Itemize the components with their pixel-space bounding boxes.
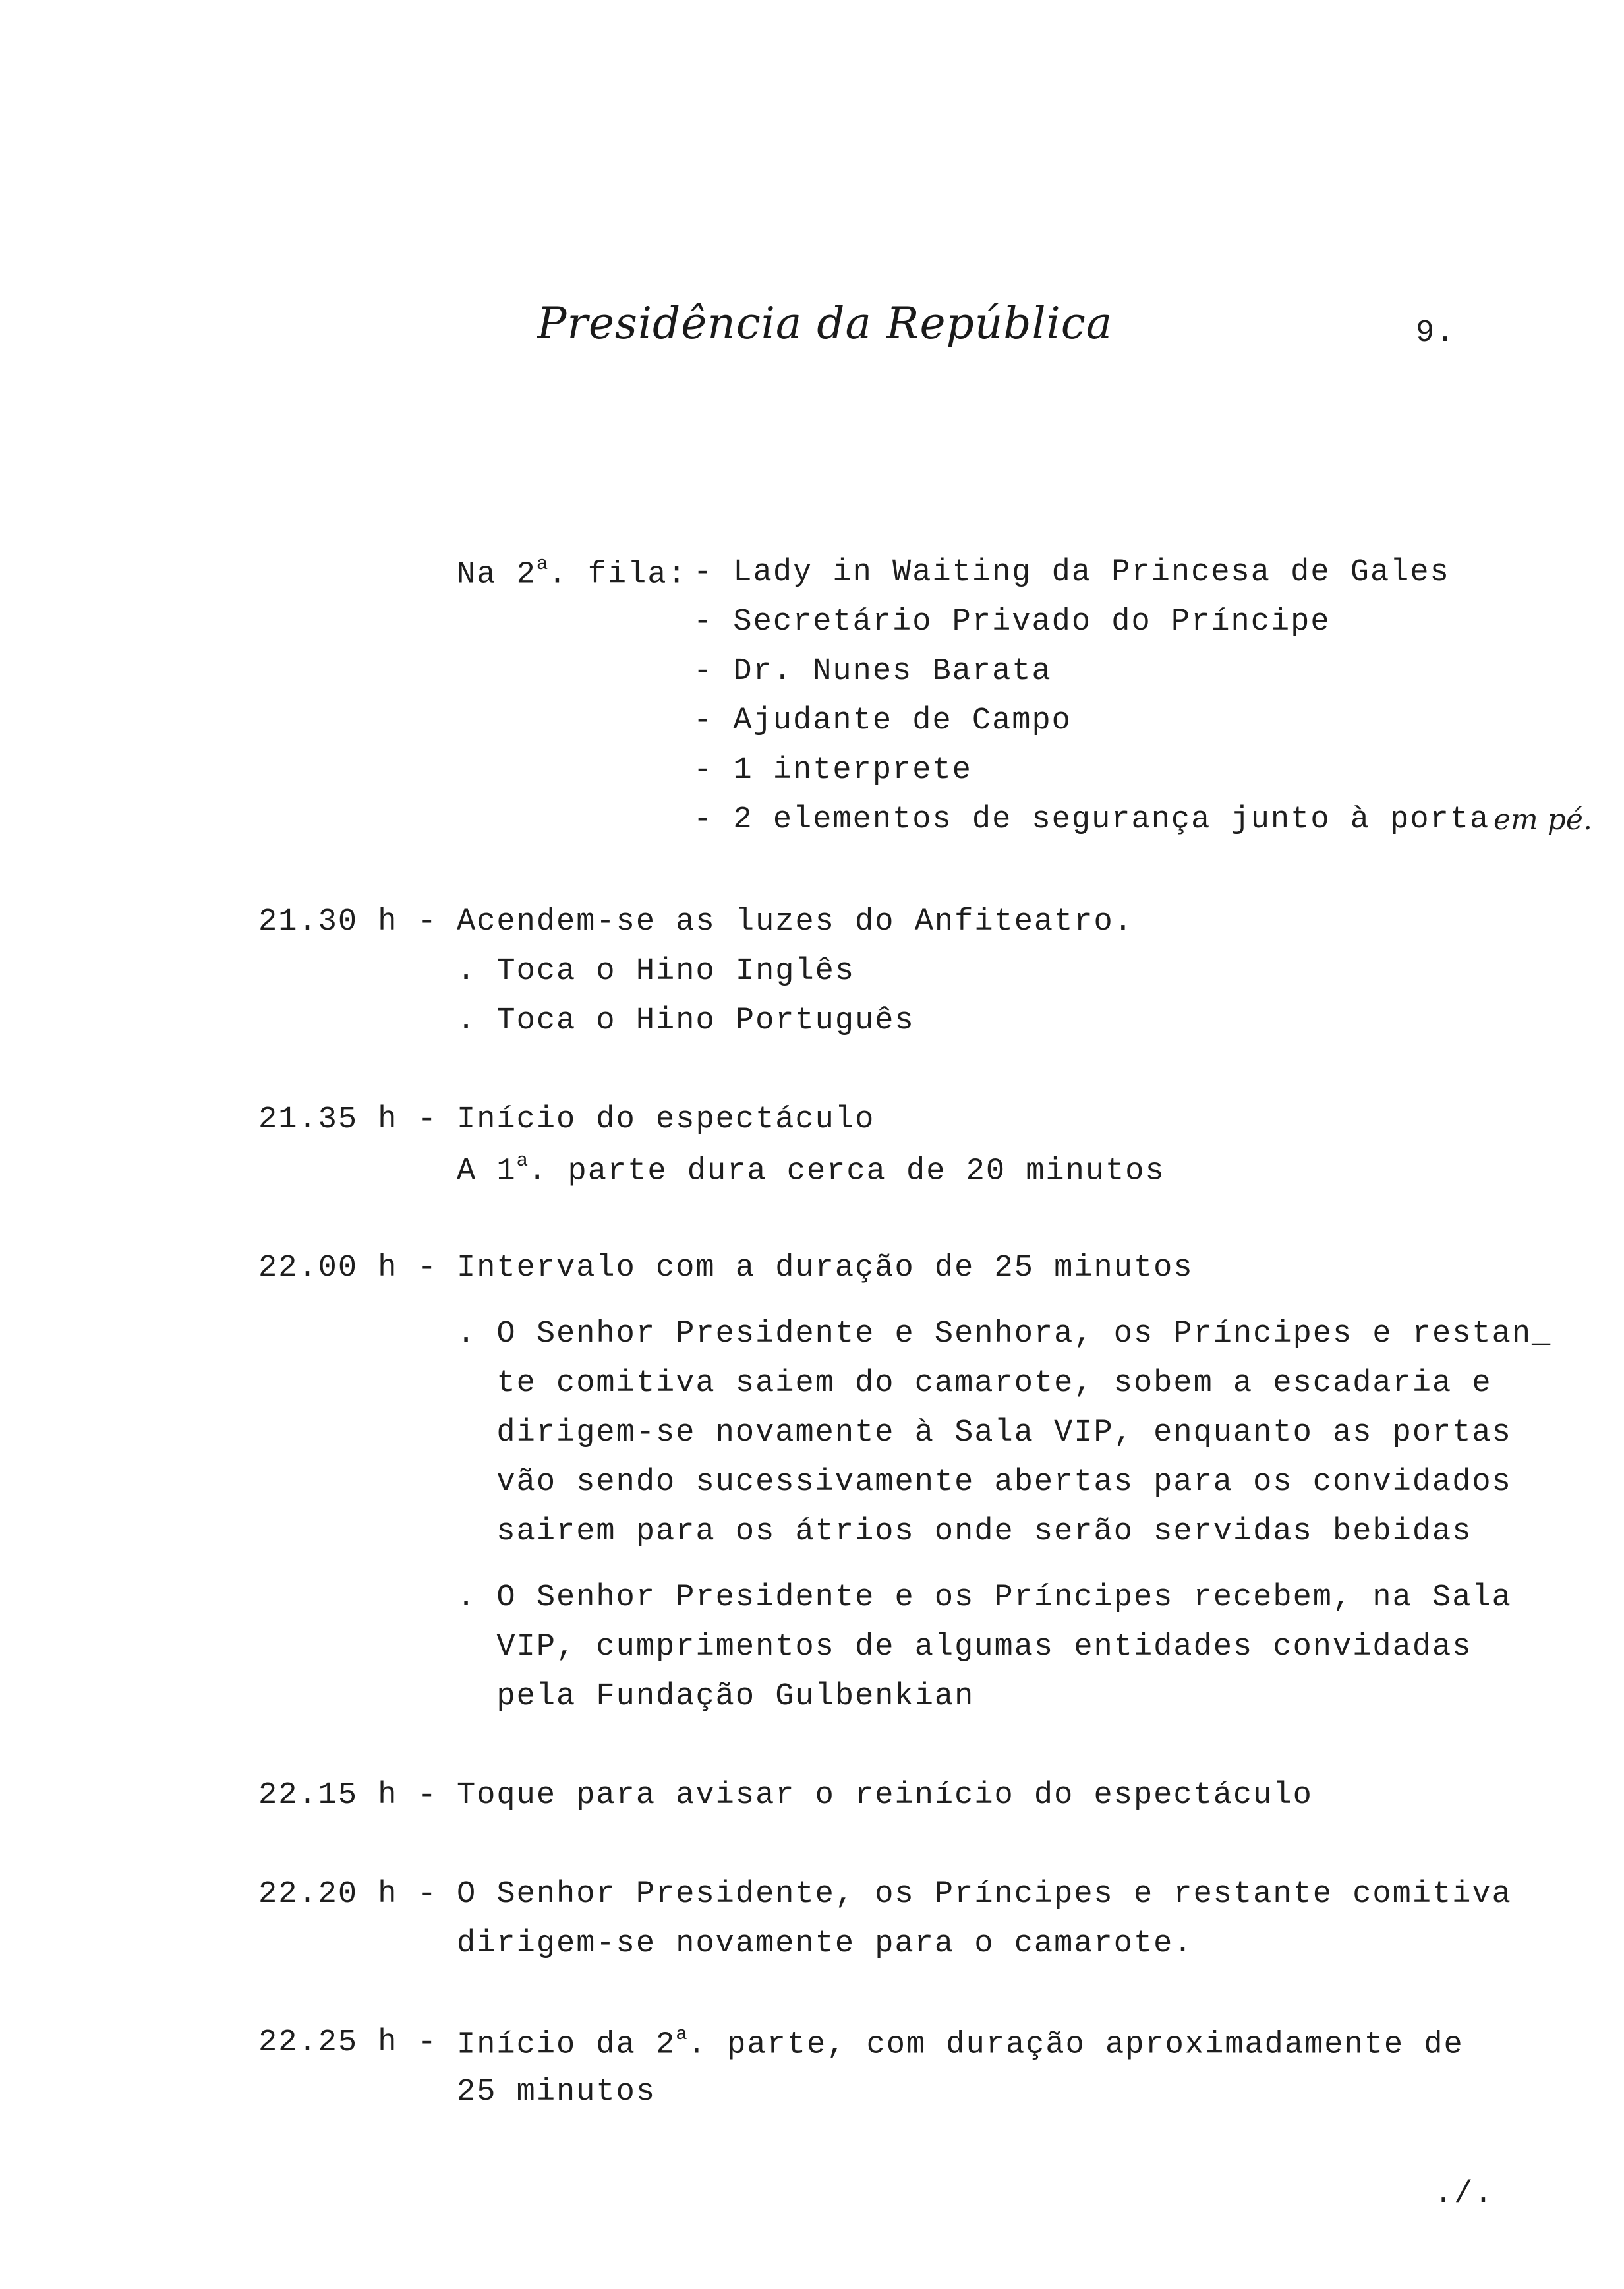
second-row-item: - 1 interprete [693, 753, 972, 788]
ordinal-sup: a [676, 2023, 687, 2045]
entry-text: 25 minutos [457, 2075, 656, 2110]
second-row-label-post: . fila: [548, 557, 687, 593]
second-row-item: - Secretário Privado do Príncipe [693, 605, 1331, 639]
time-label: 22.20 h - [258, 1877, 438, 1912]
paragraph-line: . O Senhor Presidente e os Príncipes recebem, na Sala [457, 1580, 1512, 1615]
paragraph-line: VIP, cumprimentos de algumas entidades convidadas [457, 1630, 1472, 1665]
entry-text: . Toca o Hino Inglês [457, 954, 856, 989]
time-label: 22.15 h - [258, 1778, 438, 1813]
second-row-item: - 2 elementos de segurança junto à porta [693, 802, 1490, 837]
page-number: 9. [1416, 316, 1456, 351]
second-row-label [457, 552, 687, 593]
paragraph-line: pela Fundação Gulbenkian [457, 1679, 975, 1714]
paragraph-line: . O Senhor Presidente e Senhora, os Príncipes e restan_ [457, 1317, 1552, 1352]
entry-text: Intervalo com a duração de 25 minutos [457, 1251, 1194, 1286]
entry-text: Acendem-se as luzes do Anfiteatro. [457, 905, 1134, 939]
entry-text-post: . parte, com duração aproximadamente de [687, 2027, 1464, 2063]
entry-text: dirigem-se novamente para o camarote. [457, 1926, 1194, 1961]
continuation-mark: ./. [1434, 2177, 1494, 2212]
time-label: 21.30 h - [258, 905, 438, 939]
second-row-label-pre: Na 2 [457, 557, 536, 593]
ordinal-sup: a [516, 1149, 529, 1172]
entry-text-post: . parte dura cerca de 20 minutos [528, 1154, 1165, 1189]
entry-text: . Toca o Hino Português [457, 1003, 915, 1038]
second-row-item: - Lady in Waiting da Princesa de Gales [693, 555, 1450, 590]
handwritten-note: em pé. [1494, 803, 1592, 837]
entry-text: Início do espectáculo [457, 1102, 875, 1137]
paragraph-line: vão sendo sucessivamente abertas para os convidados [457, 1465, 1512, 1500]
time-label: 21.35 h - [258, 1102, 438, 1137]
paragraph-line: te comitiva saiem do camarote, sobem a escadaria e [457, 1366, 1492, 1401]
paragraph-line: sairem para os átrios onde serão servidas bebidas [457, 1514, 1472, 1549]
letterhead: Presidência da República [537, 298, 1113, 349]
entry-text-pre: Início da 2 [457, 2027, 676, 2063]
entry-text [457, 1149, 1165, 1189]
second-row-item: - Ajudante de Campo [693, 703, 1072, 738]
time-label: 22.00 h - [258, 1251, 438, 1286]
time-label: 22.25 h - [258, 2025, 438, 2060]
paragraph-line: dirigem-se novamente à Sala VIP, enquanto as portas [457, 1415, 1512, 1450]
entry-text-pre: A 1 [457, 1154, 517, 1189]
second-row-item: - Dr. Nunes Barata [693, 654, 1052, 689]
entry-text [457, 2023, 1464, 2063]
entry-text: O Senhor Presidente, os Príncipes e restante comitiva [457, 1877, 1512, 1912]
entry-text: Toque para avisar o reinício do espectáculo [457, 1778, 1313, 1813]
ordinal-sup: a [536, 552, 548, 575]
